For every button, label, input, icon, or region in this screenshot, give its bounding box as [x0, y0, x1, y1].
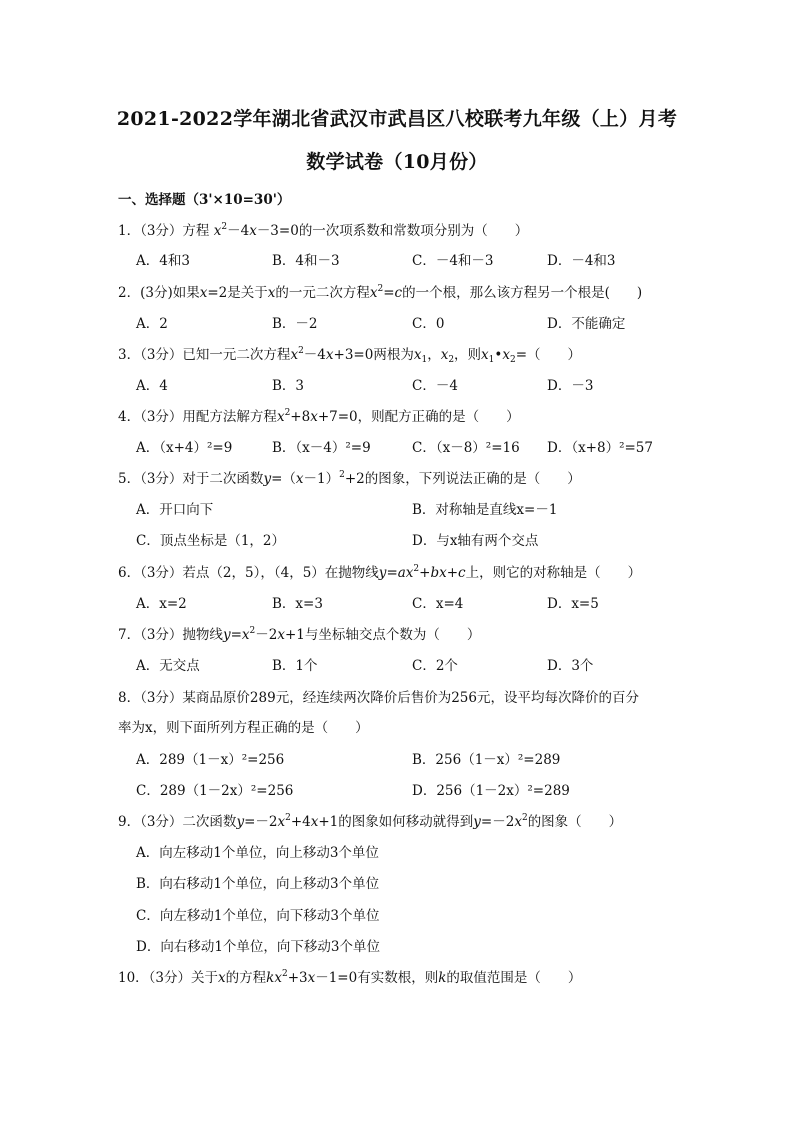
- q2-option-c[interactable]: C．0: [412, 316, 445, 332]
- q8-option-d[interactable]: D．256（1－2x）²=289: [412, 783, 570, 799]
- q9-option-d[interactable]: D．向右移动1个单位，向下移动3个单位: [136, 939, 381, 955]
- q3-option-a[interactable]: A．4: [136, 378, 168, 394]
- q8-option-b[interactable]: B．256（1－x）²=289: [412, 752, 561, 768]
- q6-option-a[interactable]: A．x=2: [136, 596, 187, 612]
- question-9: 9．（3分）二次函数$y=-2x^2+4x+1$的图象如何移动就得到$y=-2x^2$的图象（ ）: [118, 813, 623, 830]
- question-5: 5．（3分）对于二次函数$y=(x-1)^2+2$的图象，下列说法正确的是（ ）: [118, 470, 581, 487]
- q2-option-a[interactable]: A．2: [136, 316, 168, 332]
- q3-option-c[interactable]: C．－4: [412, 378, 458, 394]
- section-heading: 一、选择题（3'×10=30'）: [118, 192, 291, 208]
- q6-option-c[interactable]: C．x=4: [412, 596, 464, 612]
- q6-option-b[interactable]: B．x=3: [272, 596, 323, 612]
- q6-option-d[interactable]: D．x=5: [547, 596, 599, 612]
- q3-option-b[interactable]: B．3: [272, 378, 305, 394]
- q7-option-d[interactable]: D．3个: [547, 658, 594, 674]
- q4-option-d[interactable]: D．（x+8）²=57: [547, 440, 653, 456]
- q9-option-a[interactable]: A．向左移动1个单位，向上移动3个单位: [136, 845, 379, 861]
- exam-title-line2: 数学试卷（10月份）: [306, 151, 488, 173]
- question-8-line2: 率为x，则下面所列方程正确的是（ ）: [118, 720, 369, 736]
- question-7: 7．（3分）抛物线$y=x^2-2x+1$与坐标轴交点个数为（ ）: [118, 626, 481, 643]
- question-8-line1: 8．（3分）某商品原价289元，经连续两次降价后售价为256元，设平均每次降价的百分: [118, 690, 639, 706]
- q5-option-d[interactable]: D．与x轴有两个交点: [412, 533, 539, 549]
- q1-option-c[interactable]: C．－4和－3: [412, 253, 494, 269]
- q9-option-b[interactable]: B．向右移动1个单位，向上移动3个单位: [136, 876, 380, 892]
- q3-option-d[interactable]: D．－3: [547, 378, 594, 394]
- q4-option-b[interactable]: B．（x－4）²=9: [272, 440, 371, 456]
- q2-option-d[interactable]: D．不能确定: [547, 316, 626, 332]
- q5-option-c[interactable]: C．顶点坐标是（1，2）: [136, 533, 286, 549]
- q7-option-c[interactable]: C．2个: [412, 658, 458, 674]
- q8-option-a[interactable]: A．289（1－x）²=256: [136, 752, 285, 768]
- q5-option-a[interactable]: A．开口向下: [136, 502, 214, 518]
- q4-option-c[interactable]: C．（x－8）²=16: [412, 440, 520, 456]
- question-3: 3．（3分）已知一元二次方程$x^2-4x+3=0$两根为$x_1$，$x_2$，则$x_1•x_2=$（ ）: [118, 346, 582, 365]
- q1-option-b[interactable]: B．4和－3: [272, 253, 340, 269]
- q1-option-d[interactable]: D．－4和3: [547, 253, 616, 269]
- question-10: 10．（3分）关于x的方程$kx^2+3x-1=0$有实数根，则k的取值范围是（ ）: [118, 969, 582, 986]
- q7-option-a[interactable]: A．无交点: [136, 658, 200, 674]
- q4-option-a[interactable]: A．（x+4）²=9: [136, 440, 233, 456]
- question-2: 2．(3分)如果x=2是关于x的一元二次方程$x^2=c$的一个根，那么该方程另一个根是( ): [118, 284, 643, 301]
- q1-option-a[interactable]: A．4和3: [136, 253, 190, 269]
- q8-option-c[interactable]: C．289（1－2x）²=256: [136, 783, 294, 799]
- question-6: 6．（3分）若点（2，5），（4，5）在抛物线$y=ax^2+bx+c$上，则它的对称轴是（ ）: [118, 564, 642, 581]
- question-1: 1．（3分）方程 $x^2-4x-3=0$的一次项系数和常数项分别为（ ）: [118, 222, 529, 239]
- q2-option-b[interactable]: B．－2: [272, 316, 318, 332]
- exam-title-line1: 2021-2022学年湖北省武汉市武昌区八校联考九年级（上）月考: [116, 108, 678, 130]
- q9-option-c[interactable]: C．向左移动1个单位，向下移动3个单位: [136, 908, 380, 924]
- q5-option-b[interactable]: B．对称轴是直线x=－1: [412, 502, 558, 518]
- q7-option-b[interactable]: B．1个: [272, 658, 318, 674]
- question-4: 4．（3分）用配方法解方程$x^2+8x+7=0$，则配方正确的是（ ）: [118, 408, 520, 425]
